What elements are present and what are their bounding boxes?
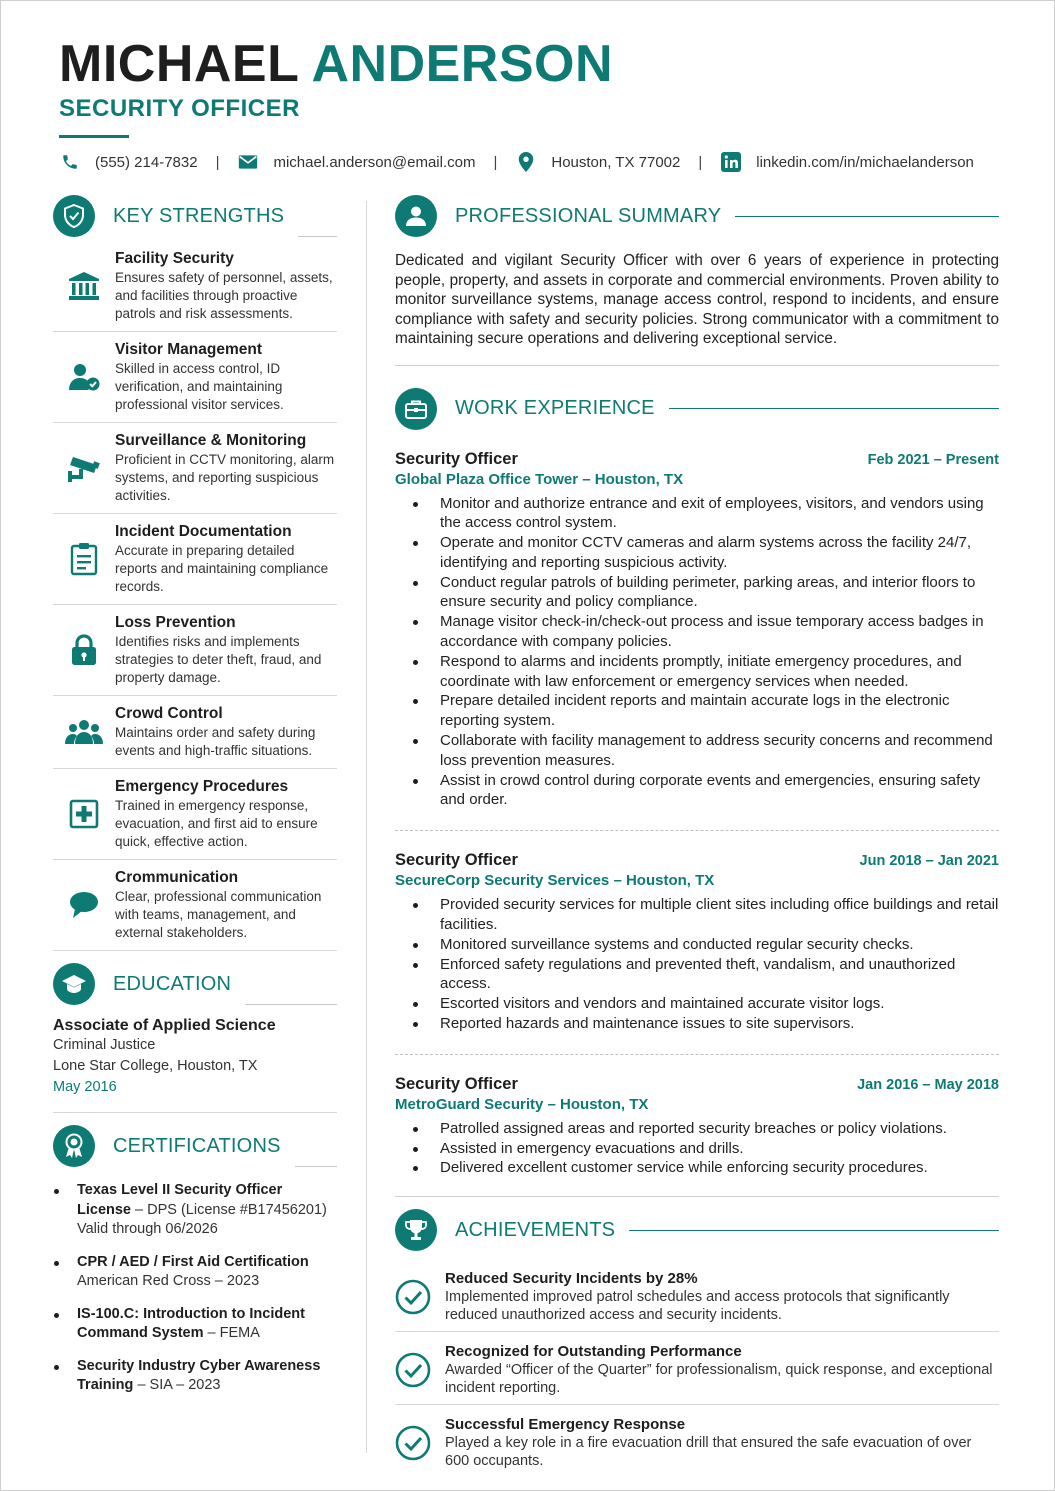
building-icon bbox=[53, 249, 115, 323]
shield-icon bbox=[53, 195, 95, 237]
education-header bbox=[53, 963, 337, 1005]
strength-desc: Ensures safety of personnel, assets, and facilities through proactive patrols and risk assessments. bbox=[115, 270, 333, 321]
edu-date: May 2016 bbox=[53, 1079, 117, 1095]
candidate-name bbox=[59, 35, 613, 93]
job-bullet: Manage visitor check-in/check-out process and issue temporary access badges in accordance with company policies. bbox=[395, 612, 999, 652]
cctv-camera-icon bbox=[53, 431, 115, 505]
user-check-icon bbox=[53, 340, 115, 414]
strength-name: Crommunication bbox=[115, 869, 239, 886]
job-role: Security Officer bbox=[395, 1074, 518, 1093]
job-bullets bbox=[395, 895, 999, 1034]
strength-item bbox=[53, 423, 337, 514]
strength-desc: Accurate in preparing detailed reports and maintaining compliance records. bbox=[115, 543, 329, 594]
achievement-title: Successful Emergency Response bbox=[445, 1416, 686, 1434]
phone-text: (555) 214-7832 bbox=[95, 153, 198, 171]
contact-linkedin bbox=[720, 151, 974, 173]
strength-item bbox=[53, 696, 337, 769]
linkedin-text[interactable]: linkedin.com/in/michaelanderson bbox=[756, 153, 974, 171]
strength-item bbox=[53, 241, 337, 332]
group-icon bbox=[53, 704, 115, 760]
briefcase-icon bbox=[395, 388, 437, 430]
email-icon bbox=[237, 151, 259, 173]
achievement-desc: Played a key role in a fire evacuation drill that ensured the safe evacuation of over 600 occupants. bbox=[445, 1435, 972, 1470]
experience-header bbox=[395, 388, 999, 430]
section-rule bbox=[298, 236, 337, 237]
edu-school: Lone Star College, Houston, TX bbox=[53, 1058, 258, 1074]
strength-item bbox=[53, 605, 337, 696]
title-underline bbox=[59, 135, 129, 138]
check-circle-icon bbox=[395, 1415, 445, 1470]
strength-item bbox=[53, 860, 337, 951]
achievement-desc: Awarded “Officer of the Quarter” for professionalism, quick response, and exceptional incident reporting. bbox=[445, 1362, 993, 1397]
strength-item bbox=[53, 769, 337, 860]
last-name: ANDERSON bbox=[311, 35, 614, 93]
job-bullet: Escorted visitors and vendors and maintained accurate visitor logs. bbox=[395, 994, 999, 1014]
cert-detail: American Red Cross – 2023 bbox=[77, 1273, 260, 1289]
job-role: Security Officer bbox=[395, 449, 518, 468]
right-column bbox=[395, 195, 999, 1477]
job-title: SECURITY OFFICER bbox=[59, 95, 300, 122]
section-rule bbox=[295, 1166, 337, 1167]
cert-detail: – DPS (License #B17456201) Valid through 06/2026 bbox=[77, 1201, 327, 1237]
contact-email bbox=[237, 151, 475, 173]
job-bullet: Respond to alarms and incidents promptly, initiate emergency procedures, and coordinate with law enforcement or emergency services when needed. bbox=[395, 652, 999, 692]
first-name: MICHAEL bbox=[59, 35, 299, 93]
job-bullet: Collaborate with facility management to address security concerns and recommend loss prevention measures. bbox=[395, 731, 999, 771]
chat-icon bbox=[53, 868, 115, 942]
cert-name: Texas Level II Security Officer License bbox=[77, 1182, 283, 1218]
job-entry bbox=[395, 851, 999, 1034]
summary-text: Dedicated and vigilant Security Officer with over 6 years of experience in protecting people, property, and assets in corporate and commercial environments. Proven ability to monitor surveillance systems, manage access control, respond to incidents, and ensure compliance with safety and security policies. Strong communicator with a commitment to maintaining secure operations and delivering exceptional service. bbox=[395, 252, 999, 347]
job-company: MetroGuard Security – Houston, TX bbox=[395, 1095, 649, 1113]
job-bullet: Prepare detailed incident reports and maintain accurate logs in the electronic reporting system. bbox=[395, 691, 999, 731]
strength-desc: Skilled in access control, ID verification, and maintaining professional visitor services. bbox=[115, 361, 284, 412]
contact-phone bbox=[59, 151, 198, 173]
certifications-list bbox=[53, 1181, 337, 1396]
job-bullets bbox=[395, 1119, 999, 1178]
achievement-item bbox=[395, 1332, 999, 1405]
key-strengths-title: KEY STRENGTHS bbox=[113, 204, 285, 227]
job-bullet: Provided security services for multiple client sites including office buildings and retail facilities. bbox=[395, 895, 999, 935]
education-title: EDUCATION bbox=[113, 972, 232, 995]
achievement-desc: Implemented improved patrol schedules and access protocols that significantly reduced unauthorized access and security incidents. bbox=[445, 1289, 950, 1324]
check-circle-icon bbox=[395, 1342, 445, 1397]
cert-name: IS-100.C: Introduction to Incident Command System bbox=[77, 1305, 305, 1341]
first-aid-icon bbox=[53, 777, 115, 851]
job-bullet: Enforced safety regulations and prevented theft, vandalism, and unauthorized access. bbox=[395, 955, 999, 995]
contact-separator: | bbox=[698, 153, 703, 171]
email-text[interactable]: michael.anderson@email.com bbox=[273, 153, 476, 171]
strength-name: Loss Prevention bbox=[115, 614, 236, 631]
strength-item bbox=[53, 514, 337, 605]
contact-separator: | bbox=[493, 153, 498, 171]
linkedin-icon bbox=[720, 151, 742, 173]
achievement-title: Recognized for Outstanding Performance bbox=[445, 1343, 742, 1361]
education-block bbox=[53, 1017, 337, 1098]
person-icon bbox=[395, 195, 437, 237]
strength-desc: Clear, professional communication with teams, management, and external stakeholders. bbox=[115, 889, 322, 940]
contact-location bbox=[515, 151, 680, 173]
job-separator bbox=[395, 830, 999, 831]
column-divider bbox=[366, 201, 367, 1453]
cert-detail: – SIA – 2023 bbox=[137, 1377, 221, 1393]
job-bullet: Assisted in emergency evacuations and drills. bbox=[395, 1139, 999, 1159]
strength-name: Visitor Management bbox=[115, 341, 263, 358]
achievements-header bbox=[395, 1209, 999, 1251]
achievement-title: Reduced Security Incidents by 28% bbox=[445, 1270, 698, 1288]
summary-title: PROFESSIONAL SUMMARY bbox=[455, 204, 722, 227]
job-company: Global Plaza Office Tower – Houston, TX bbox=[395, 470, 684, 488]
check-circle-icon bbox=[395, 1269, 445, 1324]
contact-bar bbox=[59, 151, 974, 173]
achievement-item bbox=[395, 1405, 999, 1477]
certifications-title: CERTIFICATIONS bbox=[113, 1134, 281, 1157]
strengths-list bbox=[53, 241, 337, 951]
job-role: Security Officer bbox=[395, 851, 518, 870]
achievement-item bbox=[395, 1259, 999, 1332]
cert-item bbox=[53, 1253, 337, 1292]
left-column bbox=[53, 195, 337, 1409]
job-entry bbox=[395, 450, 999, 811]
section-rule bbox=[735, 216, 999, 217]
strength-name: Incident Documentation bbox=[115, 523, 292, 540]
cert-name: CPR / AED / First Aid Certification bbox=[77, 1253, 309, 1270]
clipboard-icon bbox=[53, 522, 115, 596]
job-bullet: Delivered excellent customer service while enforcing security procedures. bbox=[395, 1158, 999, 1178]
strength-name: Emergency Procedures bbox=[115, 778, 289, 795]
resume-header bbox=[59, 35, 613, 138]
summary-header bbox=[395, 195, 999, 237]
graduation-cap-icon bbox=[53, 963, 95, 1005]
strength-desc: Proficient in CCTV monitoring, alarm systems, and reporting suspicious activities. bbox=[115, 452, 335, 503]
strength-desc: Identifies risks and implements strategies to deter theft, fraud, and property damage. bbox=[115, 634, 322, 685]
job-bullet: Patrolled assigned areas and reported security breaches or policy violations. bbox=[395, 1119, 999, 1139]
job-company: SecureCorp Security Services – Houston, TX bbox=[395, 872, 715, 890]
award-ribbon-icon bbox=[53, 1125, 95, 1167]
cert-item bbox=[53, 1181, 337, 1240]
edu-field: Criminal Justice bbox=[53, 1037, 156, 1053]
job-bullet: Operate and monitor CCTV cameras and alarm systems across the facility 24/7, identifying and reporting suspicious activity. bbox=[395, 533, 999, 573]
trophy-icon bbox=[395, 1209, 437, 1251]
section-divider bbox=[53, 1112, 337, 1113]
achievements-list bbox=[395, 1259, 999, 1477]
cert-item bbox=[53, 1305, 337, 1344]
lock-icon bbox=[53, 613, 115, 687]
job-bullet: Monitored surveillance systems and conducted regular security checks. bbox=[395, 935, 999, 955]
job-bullet: Monitor and authorize entrance and exit of employees, visitors, and vendors using the access control system. bbox=[395, 494, 999, 534]
job-bullet: Assist in crowd control during corporate events and emergencies, ensuring safety and order. bbox=[395, 771, 999, 811]
experience-title: WORK EXPERIENCE bbox=[455, 397, 655, 419]
achievements-title: ACHIEVEMENTS bbox=[455, 1218, 616, 1241]
strength-item bbox=[53, 332, 337, 423]
strength-name: Surveillance & Monitoring bbox=[115, 432, 307, 449]
section-rule bbox=[629, 1230, 999, 1231]
cert-item bbox=[53, 1357, 337, 1396]
cert-detail: – FEMA bbox=[207, 1325, 260, 1341]
key-strengths-header bbox=[53, 195, 337, 237]
location-text: Houston, TX 77002 bbox=[551, 153, 681, 171]
job-bullets bbox=[395, 494, 999, 811]
job-dates: Jun 2018 – Jan 2021 bbox=[859, 853, 999, 870]
job-bullet: Reported hazards and maintenance issues to site supervisors. bbox=[395, 1014, 999, 1034]
strength-desc: Trained in emergency response, evacuation, and first aid to ensure quick, effective action. bbox=[115, 798, 318, 849]
strength-name: Facility Security bbox=[115, 250, 234, 267]
strength-desc: Maintains order and safety during events and high-traffic situations. bbox=[115, 725, 316, 758]
job-dates: Feb 2021 – Present bbox=[867, 451, 999, 468]
section-divider bbox=[395, 1196, 999, 1197]
section-rule bbox=[669, 408, 999, 409]
job-dates: Jan 2016 – May 2018 bbox=[857, 1076, 999, 1093]
job-entry bbox=[395, 1075, 999, 1178]
phone-icon bbox=[59, 151, 81, 173]
section-divider bbox=[395, 365, 999, 366]
edu-degree: Associate of Applied Science bbox=[53, 1017, 276, 1034]
job-bullet: Conduct regular patrols of building perimeter, parking areas, and interior floors to ensure security and policy compliance. bbox=[395, 573, 999, 613]
cert-name: Security Industry Cyber Awareness Training bbox=[77, 1357, 321, 1393]
strength-name: Crowd Control bbox=[115, 705, 223, 722]
job-separator bbox=[395, 1054, 999, 1055]
contact-separator: | bbox=[215, 153, 220, 171]
section-rule bbox=[245, 1004, 337, 1005]
location-pin-icon bbox=[515, 151, 537, 173]
certifications-header bbox=[53, 1125, 337, 1167]
